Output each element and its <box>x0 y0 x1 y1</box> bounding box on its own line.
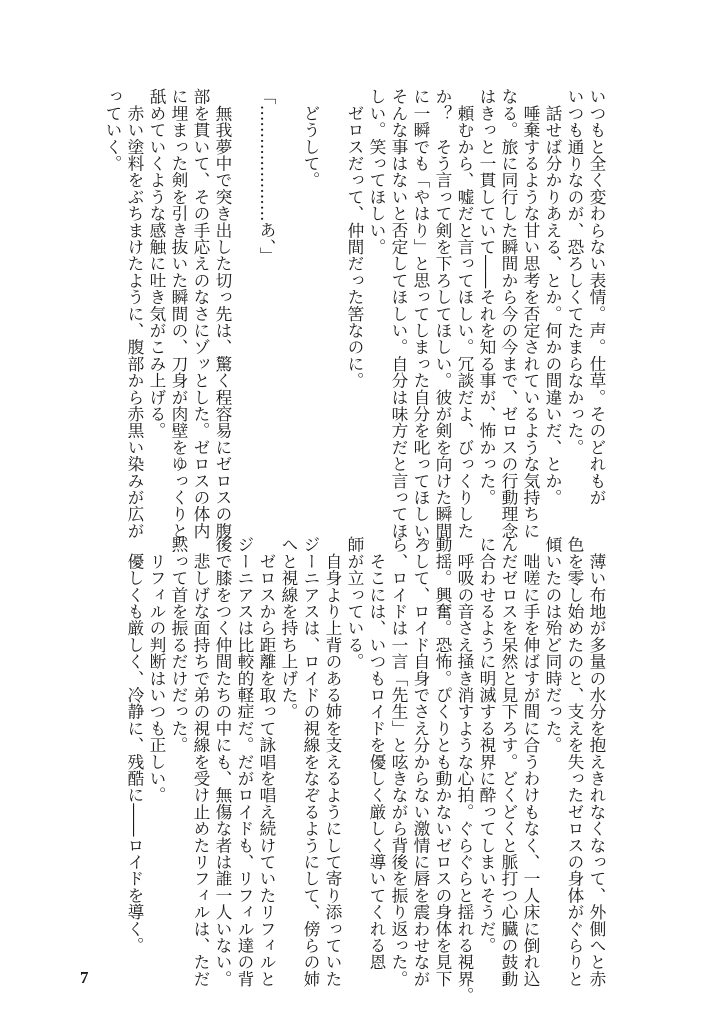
text-line: そこには、いつもロイドを優しく厳しく導いてくれる恩 <box>367 536 387 971</box>
text-line: ジーニアスは比較的軽症だ。だがロイドも、リフィル達の背 <box>235 536 255 987</box>
text-line: ジーニアスは、ロイドの視線をなぞるようにして、傍らの姉 <box>301 536 321 987</box>
text-line: そんな事はないと否定してほしい。自分は味方だと言ってほ <box>389 88 409 539</box>
text-line <box>322 88 344 508</box>
text-line: 薄い布地が多量の水分を抱えきれなくなって、外側へと赤 <box>587 536 607 987</box>
text-line: 後で膝をつく仲間たちの中にも、無傷な者は誰一人いない。 <box>213 536 233 987</box>
text-line: はきっと一貫していて――それを知る事が、怖かった。 <box>477 88 497 506</box>
text-line: いつもと全く変わらない表情。声。仕草。そのどれもが <box>587 88 607 506</box>
text-block-bottom <box>124 536 608 1004</box>
text-line: へと視線を持ち上げた。 <box>279 536 299 720</box>
page-number: 7 <box>80 968 89 987</box>
text-line: ら、ロイドは一言「先生」と呟きながら背後を振り返った。 <box>389 536 409 987</box>
text-line: 悲しげな面持ちで弟の視線を受け止めたリフィルは、ただ <box>191 536 211 987</box>
text-line: に一瞬でも「やはり」と思ってしまった自分を叱ってほしい。 <box>411 88 431 556</box>
text-line: 動揺。興奮。恐怖。ぴくりとも動かないゼロスの身体を見下 <box>433 536 453 987</box>
text-line: に埋まった剣を引き抜いた瞬間の、刀身が肉壁をゆっくりと <box>169 88 189 539</box>
text-line: んだゼロスを呆然と見下ろす。どくどくと脈打つ心臓の鼓動 <box>499 536 519 987</box>
text-line: か？ そう言って剣を下ろしてほしい。彼が剣を向けた瞬間 <box>433 88 453 539</box>
text-line: ゼロスだって、仲間だった筈なのに。 <box>345 88 365 389</box>
text-line: リフィルの判断はいつも正しい。 <box>147 536 167 804</box>
text-line: 話せば分かりあえる、とか。何かの間違いだ、とか。 <box>543 88 563 506</box>
text-line: なる。旅に同行した瞬間から今の今まで、ゼロスの行動理念 <box>499 88 519 539</box>
text-line: に合わせるように明滅する視界に酔ってしまいそうだ。 <box>477 536 497 954</box>
text-line: 部を貫いて、その手応えのなさにゾッとした。ゼロスの体内 <box>191 88 211 539</box>
text-line: 唾棄するような甘い思考を否定されているような気持ちに <box>521 88 541 539</box>
text-line <box>278 88 300 508</box>
text-line: しい。笑ってほしい。 <box>367 88 387 255</box>
text-line: いつも通りなのが、恐ろしくてたまらなかった。 <box>565 88 585 456</box>
text-line: 咄嗟に手を伸ばすが間に合うわけもなく、一人床に倒れ込 <box>521 536 541 987</box>
text-line: ゼロスから距離を取って詠唱を唱え続けていたリフィルと <box>257 536 277 987</box>
text-line: 頼むから、嘘だと言ってほしい。冗談だよ、びっくりした <box>455 88 475 539</box>
text-line: 無我夢中で突き出した切っ先は、驚く程容易にゼロスの腹 <box>213 88 233 539</box>
text-line: 傾いたのは殆ど同時だった。 <box>543 536 563 754</box>
text-line: どうして。 <box>301 88 321 189</box>
text-line: 優しくも厳しく、冷静に、残酷に――ロイドを導く。 <box>125 536 145 954</box>
text-line: 黙って首を振るだけだった。 <box>169 536 189 754</box>
text-line: 「…………………あ、」 <box>257 88 277 264</box>
text-line: 赤い塗料をぶちまけたように、腹部から赤黒い染みが広が <box>125 88 145 539</box>
text-line: 自身より上背のある姉を支えるようにして寄り添っていた <box>323 536 343 987</box>
text-line: 師が立っている。 <box>345 536 365 670</box>
text-line <box>234 88 256 508</box>
text-line: ろして、ロイド自身でさえ分からない激情に唇を震わせなが <box>411 536 431 987</box>
text-line: 色を零し始めたのと、支えを失ったゼロスの身体がぐらりと <box>565 536 585 987</box>
text-line: っていく。 <box>103 88 123 172</box>
text-line: 呼吸の音さえ掻き消すような心拍。ぐらぐらと揺れる視界。 <box>455 536 475 1004</box>
text-block-top <box>102 88 608 556</box>
text-line: 舐めていくような感触に吐き気がこみ上げる。 <box>147 88 167 439</box>
